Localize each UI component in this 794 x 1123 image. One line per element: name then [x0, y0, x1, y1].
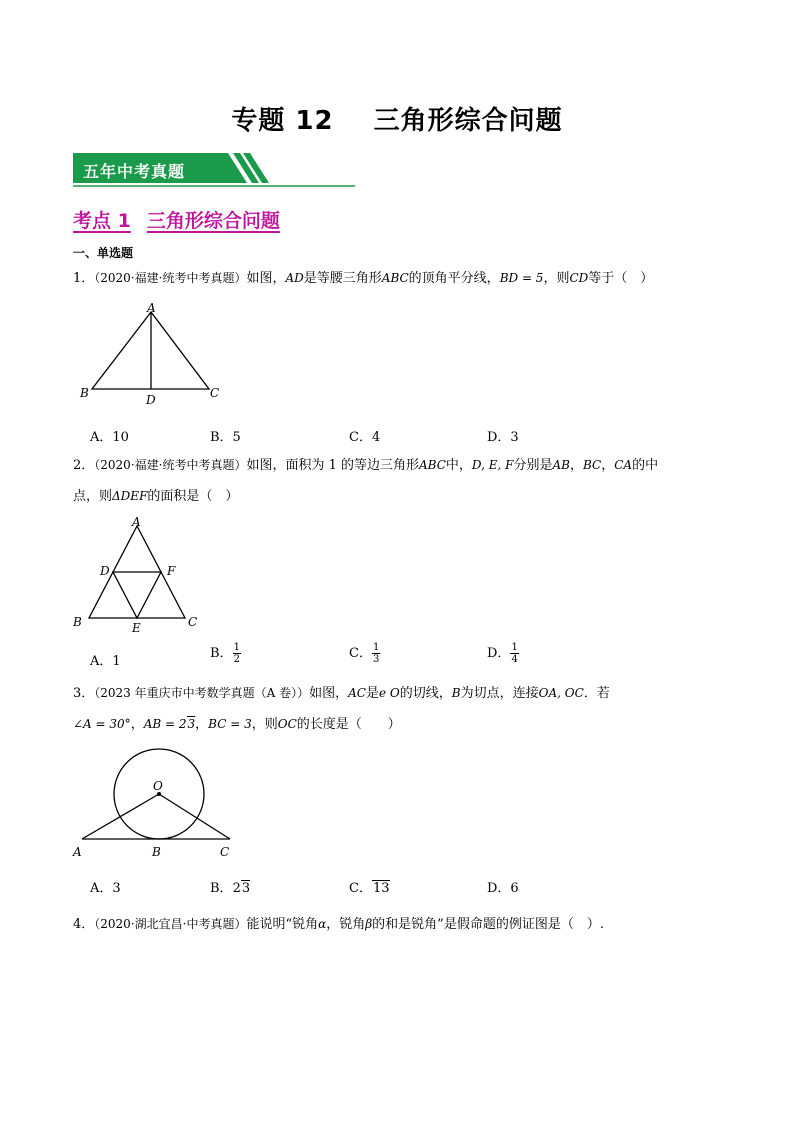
question-source: （2020·福建·统考中考真题）	[94, 271, 247, 285]
question-text: 如图，	[246, 271, 286, 286]
label-B: B	[152, 845, 161, 859]
sqrt-radicand: 3	[187, 717, 196, 731]
question-number: 1．	[73, 271, 95, 286]
math-var: AC	[348, 686, 366, 700]
section-title: 一、单选题	[73, 246, 134, 260]
option-prefix: D．	[487, 646, 511, 661]
label-A: A	[132, 515, 141, 529]
kaodian-number: 考点 1	[73, 210, 131, 232]
question-source: （2023 年重庆市中考数学真题（A 卷））	[94, 686, 310, 700]
math-var: OA, OC	[538, 686, 584, 700]
option-d[interactable]: D．6	[487, 881, 519, 896]
question-number: 3．	[73, 686, 95, 701]
math-expr-part: AB = 2	[143, 717, 187, 731]
question-4	[73, 909, 733, 940]
sqrt-radicand: 3	[241, 881, 251, 896]
question-text: ，则	[543, 271, 570, 286]
math-var: AB	[552, 458, 570, 472]
option-b[interactable]: B．5	[210, 430, 241, 445]
option-prefix: B．	[210, 646, 233, 661]
fraction-numerator: 1	[372, 642, 380, 653]
question-text: ，	[195, 717, 209, 732]
option-d[interactable]: D．3	[487, 430, 519, 445]
question-text: ，	[130, 717, 144, 732]
label-C: C	[188, 615, 198, 629]
label-A: A	[73, 845, 82, 859]
math-expr	[144, 716, 195, 731]
section-banner	[73, 153, 355, 187]
question-text: ，锐角	[326, 917, 366, 932]
figure-q1-triangle	[76, 300, 226, 410]
question-number: 4．	[73, 917, 95, 932]
question-text: 如图，	[309, 686, 349, 701]
option-b[interactable]	[210, 642, 241, 665]
question-text: 的中	[632, 458, 659, 473]
question-text: 等于（ ）	[588, 271, 654, 286]
math-var: OC	[277, 717, 297, 731]
question-text: 是	[366, 686, 380, 701]
page-title	[0, 100, 794, 137]
question-text: 的顶角平分线，	[408, 271, 500, 286]
question-text: 分别是	[513, 458, 553, 473]
question-text: 是等腰三角形	[303, 271, 382, 286]
question-text: 的切线，	[399, 686, 452, 701]
fraction	[233, 642, 241, 665]
math-var: ABC	[381, 271, 409, 285]
banner-label: 五年中考真题	[83, 162, 186, 181]
label-F: F	[167, 564, 176, 578]
math-var: CA	[614, 458, 633, 472]
option-a[interactable]: A．3	[90, 881, 121, 896]
question-text: 的和是锐角”是假命题的例证图是（ ）.	[372, 917, 604, 932]
math-var: ΔDEF	[112, 489, 148, 503]
question-text: ，	[601, 458, 615, 473]
math-expr: BD = 5	[499, 271, 544, 285]
question-text: 的面积是（ ）	[147, 489, 239, 504]
fraction-denominator: 4	[511, 654, 518, 665]
option-prefix: C．	[349, 646, 372, 661]
label-B: B	[73, 615, 82, 629]
option-c[interactable]: C．4	[349, 430, 381, 445]
question-text: ，则	[251, 717, 278, 732]
label-C: C	[220, 845, 230, 859]
question-text: ．若	[583, 686, 610, 701]
math-var: AD	[285, 271, 304, 285]
fraction-denominator: 3	[372, 654, 380, 665]
question-text: 中，	[445, 458, 472, 473]
question-text: 点，则	[73, 489, 113, 504]
question-2	[73, 450, 733, 512]
option-prefix: B．	[210, 881, 233, 896]
math-expr: ∠A = 30°	[73, 717, 131, 731]
kaodian-heading	[73, 206, 280, 233]
math-var: D, E, F	[471, 458, 514, 472]
sqrt-radicand: 13	[372, 881, 390, 896]
question-1	[73, 263, 733, 294]
question-text: 如图，面积为 1 的等边三角形	[246, 458, 419, 473]
fraction-numerator: 1	[233, 642, 240, 653]
math-var: BC	[582, 458, 602, 472]
question-source: （2020·福建·统考中考真题）	[94, 458, 247, 472]
math-var: e O	[379, 686, 400, 700]
fraction-denominator: 2	[233, 654, 240, 665]
label-O: O	[153, 779, 163, 793]
option-a[interactable]: A．10	[90, 430, 129, 445]
label-E: E	[132, 621, 141, 635]
fraction-numerator: 1	[511, 642, 518, 653]
label-D: D	[146, 393, 156, 407]
label-C: C	[210, 386, 220, 400]
math-var: ABC	[419, 458, 446, 472]
label-D: D	[100, 564, 110, 578]
figure-q2-triangle	[70, 513, 210, 635]
fraction	[372, 642, 380, 665]
question-text: 的长度是（ ）	[296, 717, 401, 732]
question-3	[73, 678, 733, 740]
question-text: 为切点，连接	[460, 686, 539, 701]
option-d[interactable]	[487, 642, 519, 665]
kaodian-text: 三角形综合问题	[146, 210, 280, 232]
option-c[interactable]	[349, 877, 390, 896]
math-coefficient: 2	[232, 881, 241, 896]
math-var: β	[365, 917, 373, 931]
figure-q3-circle	[70, 740, 240, 862]
question-number: 2．	[73, 458, 95, 473]
math-expr: BC = 3	[208, 717, 252, 731]
label-A: A	[147, 301, 156, 315]
title-topic-name: 三角形综合问题	[373, 106, 563, 136]
option-c[interactable]	[349, 642, 380, 665]
question-text: ，	[569, 458, 583, 473]
fraction	[510, 642, 518, 665]
math-var: CD	[569, 271, 589, 285]
option-b[interactable]	[210, 877, 250, 896]
label-B: B	[80, 386, 89, 400]
title-topic-number: 专题 12	[231, 106, 334, 136]
math-var: α	[318, 917, 327, 931]
math-var: B	[451, 686, 461, 700]
option-a[interactable]: A．1	[90, 654, 121, 669]
question-source: （2020·湖北宜昌·中考真题）	[94, 917, 247, 931]
question-text: 能说明“锐角	[246, 917, 319, 932]
option-prefix: C．	[349, 881, 372, 896]
